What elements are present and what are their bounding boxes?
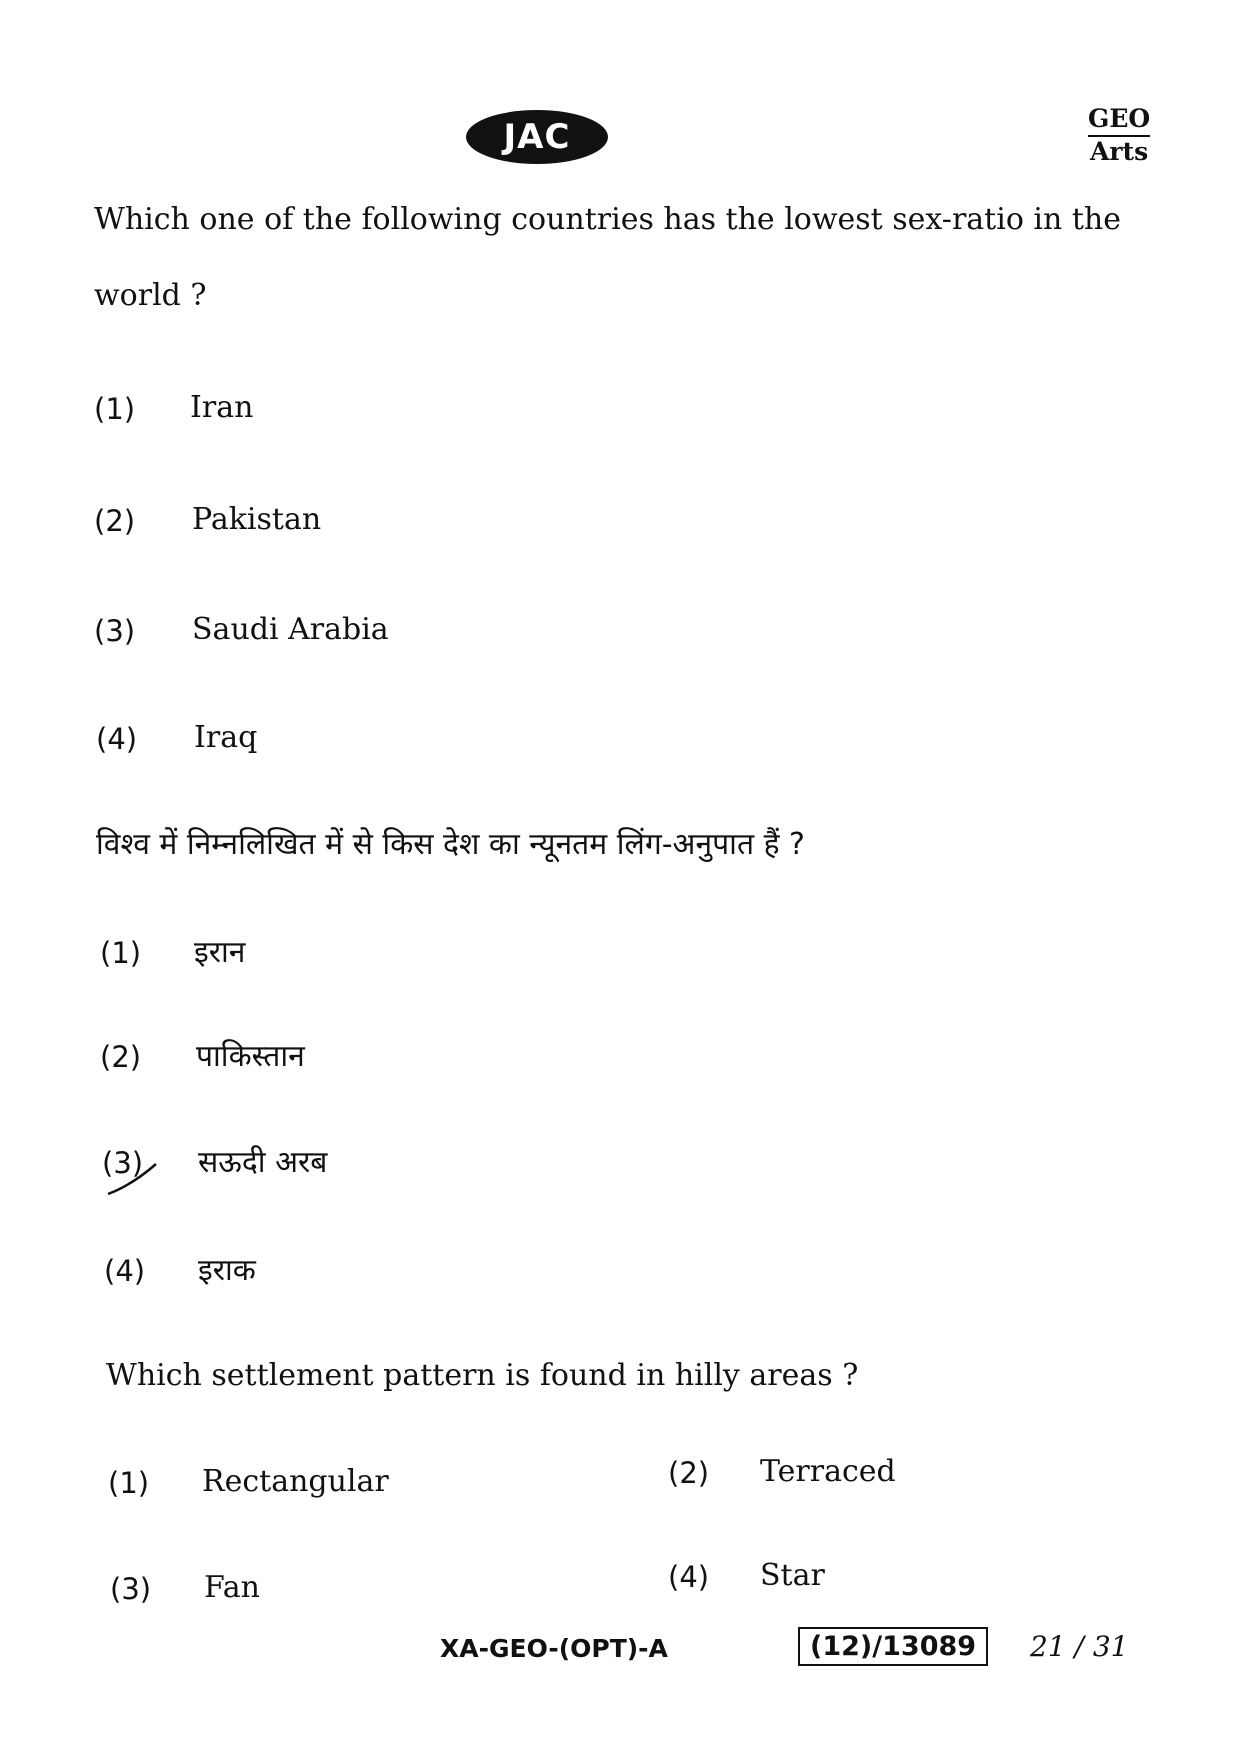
- page-number: 21 / 31: [1030, 1630, 1129, 1663]
- q2-option-3-label: Fan: [204, 1570, 260, 1605]
- q1-hindi-option-1-number: (1): [100, 936, 142, 970]
- q1-hindi-option-2-number: (2): [100, 1040, 142, 1074]
- q1-hindi-option-3-number: (3): [102, 1146, 144, 1180]
- tick-mark-icon: [104, 1160, 164, 1200]
- subject-label: [1088, 104, 1150, 167]
- stream-name: Arts: [1089, 137, 1149, 166]
- paper-serial-box: (12)/13089: [798, 1627, 988, 1666]
- question-2: Which settlement pattern is found in hilly areas ?: [106, 1358, 859, 1393]
- q1-option-1-number: (1): [94, 392, 136, 426]
- q1-option-2-number: (2): [94, 504, 136, 538]
- q1-hindi-option-1-label: इरान: [194, 935, 246, 970]
- question-1-line-2: world ?: [94, 278, 207, 313]
- paper-code: XA-GEO-(OPT)-A: [440, 1634, 668, 1663]
- subject-name: GEO: [1088, 104, 1150, 137]
- q2-option-4-number: (4): [668, 1560, 710, 1594]
- q2-option-2-number: (2): [668, 1456, 710, 1490]
- q2-option-1-label: Rectangular: [202, 1464, 389, 1499]
- q1-option-4-label: Iraq: [194, 720, 258, 755]
- q1-option-3-label: Saudi Arabia: [192, 612, 389, 647]
- question-1-hindi: विश्व में निम्नलिखित में से किस देश का न्यूनतम लिंग-अनुपात हैं ?: [96, 827, 805, 862]
- q2-option-3-number: (3): [110, 1572, 152, 1606]
- q1-option-2-label: Pakistan: [192, 502, 322, 537]
- q1-option-4-number: (4): [96, 722, 138, 756]
- jac-logo: JAC: [466, 110, 608, 164]
- question-1-line-1: Which one of the following countries has the lowest sex-ratio in the: [94, 202, 1122, 237]
- q2-option-2-label: Terraced: [760, 1454, 896, 1489]
- q1-hindi-option-4-number: (4): [104, 1254, 146, 1288]
- q1-option-1-label: Iran: [190, 390, 254, 425]
- q2-option-4-label: Star: [760, 1558, 825, 1593]
- q1-hindi-option-2-label: पाकिस्तान: [196, 1039, 305, 1074]
- q1-option-3-number: (3): [94, 614, 136, 648]
- q1-hindi-option-3-label: सऊदी अरब: [198, 1145, 328, 1180]
- q1-hindi-option-4-label: इराक: [198, 1253, 256, 1288]
- q2-option-1-number: (1): [108, 1466, 150, 1500]
